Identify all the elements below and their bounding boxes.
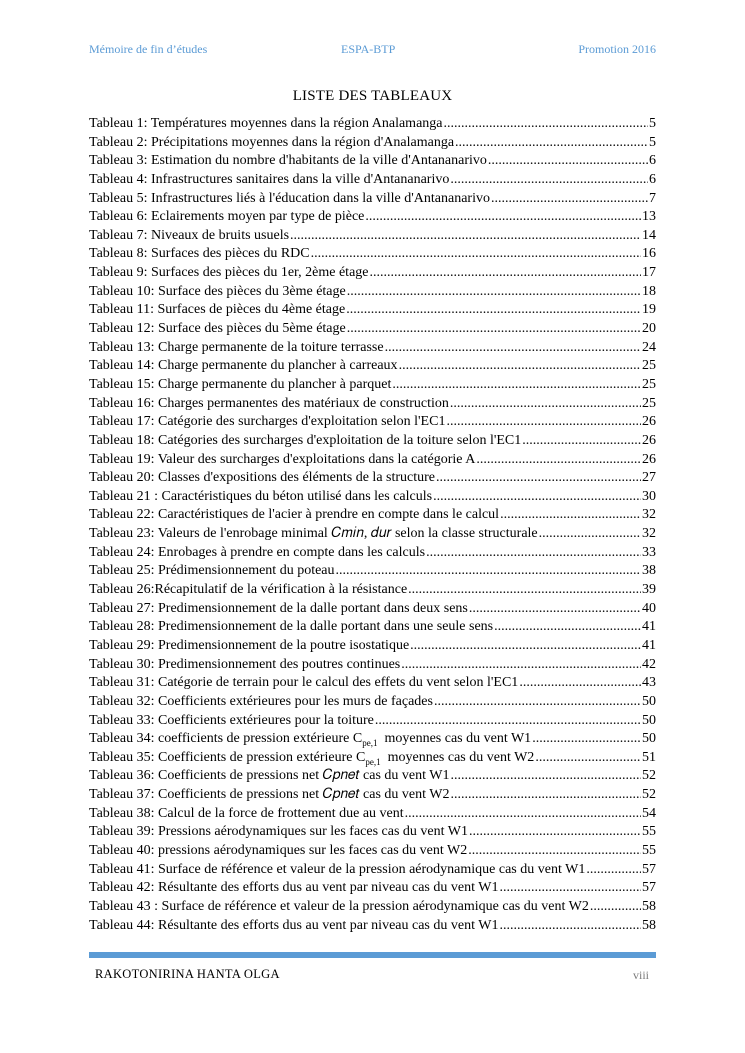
dot-leader — [488, 152, 648, 171]
dot-leader — [468, 842, 641, 861]
toc-entry-label: Tableau 31: Catégorie de terrain pour le calcul des effets du vent selon l'EC1 — [89, 675, 519, 691]
toc-entry-page: 6 — [649, 171, 656, 187]
toc-entry-label: Tableau 33: Coefficients extérieures pour la toiture — [89, 712, 374, 728]
toc-entry-page: 39 — [642, 582, 656, 598]
dot-leader — [586, 861, 641, 880]
toc-entry[interactable] — [89, 898, 656, 917]
dot-leader — [347, 320, 641, 339]
dot-leader — [522, 432, 641, 451]
toc-entry[interactable] — [89, 488, 656, 507]
toc-entry[interactable] — [89, 805, 656, 824]
page-title: LISTE DES TABLEAUX — [292, 88, 453, 104]
dot-leader — [469, 600, 641, 619]
header-promotion-label: Promotion 2016 — [578, 42, 656, 56]
toc-entry-page: 58 — [642, 898, 656, 914]
footer-author: RAKOTONIRINA HANTA OLGA — [95, 967, 280, 981]
toc-entry-label: Tableau 10: Surface des pièces du 3ème étage — [89, 283, 346, 299]
dot-leader — [370, 264, 641, 283]
dot-leader — [499, 917, 641, 936]
toc-entry-page: 57 — [642, 861, 656, 877]
footer-rule — [89, 952, 656, 958]
toc-entry-page: 41 — [642, 637, 656, 653]
toc-entry-page: 58 — [642, 917, 656, 933]
dot-leader — [375, 712, 641, 731]
toc-entry[interactable] — [89, 917, 656, 936]
toc-entry-page: 50 — [642, 693, 656, 709]
dot-leader — [446, 413, 641, 432]
toc-entry-label: Tableau 24: Enrobages à prendre en compte dans les calculs — [89, 544, 426, 560]
toc-entry-label: Tableau 27: Predimensionnement de la dalle portant dans deux sens — [89, 600, 468, 616]
toc-entry-page: 54 — [642, 805, 656, 821]
toc-entry-label: Tableau 12: Surface des pièces du 5ème étage — [89, 321, 346, 337]
toc-entry-page: 17 — [642, 265, 656, 281]
toc-entry[interactable] — [89, 693, 656, 712]
dot-leader — [450, 767, 641, 786]
toc-entry-label: Tableau 36: Coefficients de pressions net 𝐶𝑝𝑛𝑒𝑡 cas du vent W1 — [89, 768, 450, 784]
toc-entry-label: Tableau 29: Predimensionnement de la poutre isostatique — [89, 637, 410, 653]
toc-entry-page: 26 — [642, 414, 656, 430]
toc-entry[interactable] — [89, 637, 656, 656]
toc-entry[interactable] — [89, 674, 656, 693]
toc-entry[interactable] — [89, 581, 656, 600]
dot-leader — [455, 134, 648, 153]
toc-entry[interactable] — [89, 301, 656, 320]
toc-entry-label: Tableau 43 : Surface de référence et valeur de la pression aérodynamique cas du vent W2 — [89, 898, 589, 914]
toc-entry[interactable] — [89, 544, 656, 563]
toc-entry-label: Tableau 14: Charge permanente du plancher à carreaux — [89, 358, 398, 374]
toc-entry-page: 16 — [642, 246, 656, 262]
running-header — [89, 42, 656, 60]
toc-entry-label: Tableau 5: Infrastructures liés à l'éducation dans la ville d'Antananarivo — [89, 190, 490, 206]
toc-entry-page: 43 — [642, 675, 656, 691]
dot-leader — [365, 208, 641, 227]
toc-entry[interactable] — [89, 656, 656, 675]
dot-leader — [433, 488, 641, 507]
toc-entry[interactable] — [89, 395, 656, 414]
dot-leader — [494, 618, 641, 637]
dot-leader — [499, 879, 641, 898]
toc-entry-label: Tableau 28: Predimensionnement de la dalle portant dans une seule sens — [89, 619, 494, 635]
toc-entry[interactable] — [89, 767, 656, 786]
toc-entry-label: Tableau 3: Estimation du nombre d'habitants de la ville d'Antananarivo — [89, 153, 487, 169]
dot-leader — [408, 581, 641, 600]
toc-entry-label: Tableau 16: Charges permanentes des matériaux de construction — [89, 395, 449, 411]
toc-entry-page: 41 — [642, 619, 656, 635]
toc-entry-page: 5 — [649, 116, 656, 131]
toc-entry-page: 25 — [642, 395, 656, 411]
dot-leader — [469, 823, 641, 842]
dot-leader — [519, 674, 641, 693]
toc-entry-label: Tableau 25: Prédimensionnement du poteau — [89, 563, 335, 579]
toc-entry[interactable] — [89, 730, 656, 749]
toc-entry[interactable] — [89, 227, 656, 246]
toc-entry-page: 20 — [642, 321, 656, 337]
toc-entry-page: 5 — [649, 134, 656, 150]
toc-entry-page: 24 — [642, 339, 656, 355]
toc-entry-label: Tableau 30: Predimensionnement des poutres continues — [89, 656, 401, 672]
toc-entry[interactable] — [89, 861, 656, 880]
dot-leader — [405, 805, 641, 824]
toc-entry[interactable] — [89, 115, 656, 134]
toc-entry[interactable] — [89, 432, 656, 451]
toc-entry[interactable] — [89, 152, 656, 171]
dot-leader — [311, 245, 641, 264]
toc-entry-page: 25 — [642, 358, 656, 374]
toc-entry[interactable] — [89, 786, 656, 805]
toc-entry-page: 19 — [642, 302, 656, 318]
toc-entry-label: Tableau 44: Résultante des efforts dus au vent par niveau cas du vent W1 — [89, 917, 499, 933]
toc-entry-label: Tableau 17: Catégorie des surcharges d'exploitation selon l'EC1 — [89, 414, 446, 430]
dot-leader — [476, 451, 641, 470]
toc-entry-label: Tableau 38: Calcul de la force de frottement due au vent — [89, 805, 404, 821]
toc-entry[interactable] — [89, 376, 656, 395]
toc-entry-page: 51 — [642, 749, 656, 765]
toc-entry[interactable] — [89, 749, 656, 768]
dot-leader — [399, 357, 641, 376]
toc-entry-label: Tableau 4: Infrastructures sanitaires dans la ville d'Antananarivo — [89, 171, 450, 187]
toc-entry-page: 33 — [642, 544, 656, 560]
toc-entry-label: Tableau 11: Surfaces de pièces du 4ème étage — [89, 302, 346, 318]
toc-entry[interactable] — [89, 879, 656, 898]
dot-leader — [500, 506, 641, 525]
dot-leader — [532, 730, 641, 749]
toc-entry[interactable] — [89, 451, 656, 470]
dot-leader — [336, 562, 641, 581]
toc-entry-label: Tableau 20: Classes d'expositions des éléments de la structure — [89, 470, 436, 486]
toc-entry-label: Tableau 18: Catégories des surcharges d'exploitation de la toiture selon l'EC1 — [89, 432, 522, 448]
header-school-label: ESPA-BTP — [341, 42, 396, 56]
dot-leader — [444, 115, 649, 134]
toc-entry-page: 57 — [642, 880, 656, 896]
dot-leader — [410, 637, 641, 656]
toc-entry[interactable] — [89, 600, 656, 619]
toc-entry-label: Tableau 22: Caractéristiques de l'acier à prendre en compte dans le calcul — [89, 507, 500, 523]
toc-entry-page: 26 — [642, 451, 656, 467]
toc-entry-page: 13 — [642, 209, 656, 225]
toc-entry-page: 6 — [649, 153, 656, 169]
toc-entry-label: Tableau 7: Niveaux de bruits usuels — [89, 227, 290, 243]
toc-entry-page: 32 — [642, 507, 656, 523]
dot-leader — [535, 749, 641, 768]
dot-leader — [434, 693, 641, 712]
toc-entry-page: 30 — [642, 488, 656, 504]
toc-entry[interactable] — [89, 525, 656, 544]
toc-entry-page: 50 — [642, 712, 656, 728]
toc-entry[interactable] — [89, 171, 656, 190]
toc-entry-page: 32 — [642, 526, 656, 542]
toc-entry[interactable] — [89, 842, 656, 861]
toc-entry-label: Tableau 41: Surface de référence et valeur de la pression aérodynamique cas du vent W1 — [89, 861, 586, 877]
toc-entry-label: Tableau 35: Coefficients de pression extérieure $C_{pe,1}$ moyennes cas du vent W2 — [89, 749, 535, 767]
toc-entry[interactable] — [89, 618, 656, 637]
toc-entry[interactable] — [89, 562, 656, 581]
dot-leader — [347, 283, 641, 302]
toc-entry-page: 42 — [642, 656, 656, 672]
toc-entry[interactable] — [89, 413, 656, 432]
table-list — [89, 115, 656, 935]
toc-entry-page: 26 — [642, 432, 656, 448]
toc-entry-page: 52 — [642, 787, 656, 803]
toc-entry[interactable] — [89, 208, 656, 227]
toc-entry[interactable] — [89, 823, 656, 842]
dot-leader — [401, 656, 641, 675]
dot-leader — [346, 301, 641, 320]
toc-entry-label: Tableau 21 : Caractéristiques du béton utilisé dans les calculs — [89, 488, 433, 504]
toc-entry[interactable] — [89, 506, 656, 525]
toc-entry[interactable] — [89, 190, 656, 209]
toc-entry-label: Tableau 1: Températures moyennes dans la région Analamanga — [89, 116, 443, 131]
dot-leader — [392, 376, 641, 395]
toc-entry-page: 55 — [642, 824, 656, 840]
toc-entry-label: Tableau 6: Eclairements moyen par type de pièce — [89, 209, 365, 225]
dot-leader — [590, 898, 641, 917]
header-thesis-label: Mémoire de fin d’études — [89, 42, 208, 56]
toc-entry[interactable] — [89, 134, 656, 153]
toc-entry-label: Tableau 19: Valeur des surcharges d'exploitations dans la catégorie A — [89, 451, 476, 467]
dot-leader — [450, 786, 641, 805]
toc-entry-page: 40 — [642, 600, 656, 616]
toc-entry-page: 38 — [642, 563, 656, 579]
toc-entry[interactable] — [89, 357, 656, 376]
toc-entry-label: Tableau 8: Surfaces des pièces du RDC — [89, 246, 310, 262]
toc-entry-label: Tableau 13: Charge permanente de la toiture terrasse — [89, 339, 384, 355]
dot-leader — [426, 544, 641, 563]
dot-leader — [436, 469, 641, 488]
toc-entry-label: Tableau 42: Résultante des efforts dus au vent par niveau cas du vent W1 — [89, 880, 499, 896]
toc-entry-page: 14 — [642, 227, 656, 243]
toc-entry-label: Tableau 2: Précipitations moyennes dans la région d'Analamanga — [89, 134, 455, 150]
toc-entry-label: Tableau 9: Surfaces des pièces du 1er, 2ème étage — [89, 265, 369, 281]
toc-entry-label: Tableau 40: pressions aérodynamiques sur les faces cas du vent W2 — [89, 842, 468, 858]
toc-entry[interactable] — [89, 245, 656, 264]
toc-entry-label: Tableau 39: Pressions aérodynamiques sur les faces cas du vent W1 — [89, 824, 468, 840]
dot-leader — [450, 395, 641, 414]
toc-entry[interactable] — [89, 320, 656, 339]
dot-leader — [385, 339, 641, 358]
toc-entry-label: Tableau 23: Valeurs de l'enrobage minimal 𝐶𝑚𝑖𝑛, 𝑑𝑢𝑟 selon la classe structurale — [89, 526, 538, 542]
toc-entry-label: Tableau 15: Charge permanente du plancher à parquet — [89, 376, 392, 392]
toc-entry[interactable] — [89, 469, 656, 488]
toc-entry-label: Tableau 37: Coefficients de pressions net 𝐶𝑝𝑛𝑒𝑡 cas du vent W2 — [89, 787, 450, 803]
toc-entry[interactable] — [89, 283, 656, 302]
toc-entry-page: 25 — [642, 376, 656, 392]
toc-entry-label: Tableau 26:Récapitulatif de la vérification à la résistance — [89, 582, 408, 598]
toc-entry[interactable] — [89, 712, 656, 731]
toc-entry-label: Tableau 34: coefficients de pression extérieure $C_{pe,1}$ moyennes cas du vent W1 — [89, 731, 532, 748]
toc-entry-page: 18 — [642, 283, 656, 299]
dot-leader — [539, 525, 641, 544]
dot-leader — [450, 171, 648, 190]
dot-leader — [290, 227, 641, 246]
dot-leader — [491, 190, 648, 209]
toc-entry-page: 27 — [642, 470, 656, 486]
toc-entry-page: 50 — [642, 731, 656, 747]
toc-entry-label: Tableau 32: Coefficients extérieures pour les murs de façades — [89, 693, 433, 709]
footer-page-number: viii — [633, 968, 650, 982]
toc-entry-page: 7 — [649, 190, 656, 206]
toc-entry-page: 52 — [642, 768, 656, 784]
toc-entry[interactable] — [89, 264, 656, 283]
toc-entry[interactable] — [89, 339, 656, 358]
toc-entry-page: 55 — [642, 842, 656, 858]
